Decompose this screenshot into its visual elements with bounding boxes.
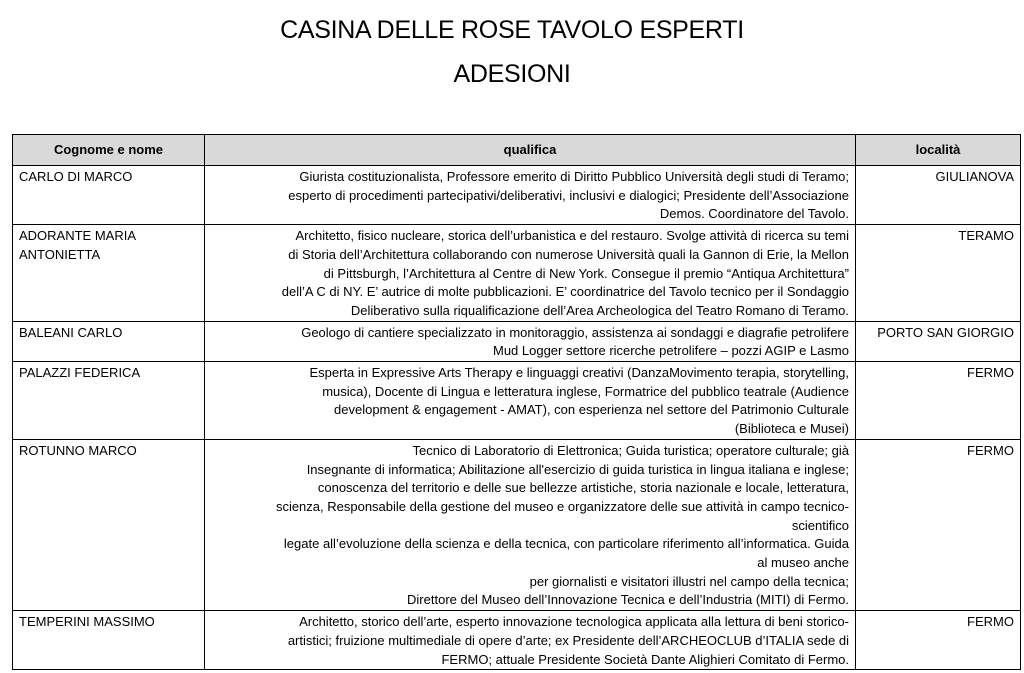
member-name: TEMPERINI MASSIMO [13,611,205,670]
member-location: FERMO [856,362,1021,440]
qualification-line: al museo anche [757,555,849,571]
document-title: CASINA DELLE ROSE TAVOLO ESPERTI [280,16,744,44]
qualification-line: scienza, Responsabile della gestione del museo e organizzatore delle sue attività in campo tecnico- [275,498,849,514]
member-name: BALEANI CARLO [13,321,205,361]
member-location: GIULIANOVA [856,166,1021,225]
qualification-line: musica), Docente di Lingua e letteratura inglese, Formatrice del pubblico teatrale (Audience [322,383,849,399]
member-qualification [205,439,856,610]
table-header-row [13,135,1021,166]
qualification-line: (Biblioteca e Musei) [734,421,849,437]
table-row [13,611,1021,670]
table-row [13,225,1021,322]
member-qualification [205,321,856,361]
qualification-line: Insegnante di informatica; Abilitazione all'esercizio di guida turistica in lingua italiana e inglese; [306,461,849,477]
member-location: FERMO [856,439,1021,610]
member-name: ROTUNNO MARCO [13,439,205,610]
qualification-line: esperto di procedimenti partecipativi/deliberativi, inclusivi e dialogici; Presidente dell’Associazione [288,187,849,203]
member-name: ADORANTE MARIA ANTONIETTA [13,225,205,322]
qualification-line: per giornalisti e visitatori illustri nel campo della tecnica; [529,573,849,589]
table-row [13,166,1021,225]
table-row [13,439,1021,610]
qualification-line: legate all’evoluzione della scienza e della tecnica, con particolare riferimento all’informatica. Guida [283,536,849,552]
table-row [13,321,1021,361]
qualification-line: di Pittsburgh, l’Architettura al Centre di New York. Consegue il premio “Antiqua Architettura” [323,265,849,281]
qualification-line: Demos. Coordinatore del Tavolo. [659,206,849,222]
member-qualification [205,362,856,440]
qualification-line: di Storia dell’Architettura collaborando con numerose Università quali la Gannon di Erie, la Mellon [288,246,849,262]
qualification-line: Deliberativo sulla riqualificazione dell’Area Archeologica del Teatro Romano di Teramo. [350,302,849,318]
members-table [12,134,1021,670]
qualification-line: FERMO; attuale Presidente Società Dante Alighieri Comitato di Fermo. [441,651,849,667]
qualification-line: Architetto, storico dell’arte, esperto innovazione tecnologica applicata alla lettura di beni storico- [299,614,849,630]
member-name: PALAZZI FEDERICA [13,362,205,440]
qualification-line: artistici; fruizione multimediale di opere d’arte; ex Presidente dell’ARCHEOCLUB d’ITALIA sede di [287,632,849,648]
member-location: FERMO [856,611,1021,670]
qualification-line: conoscenza del territorio e delle sue bellezze artistiche, storia nazionale e locale, letteratura, [317,480,849,496]
member-qualification [205,611,856,670]
qualification-line: Tecnico di Laboratorio di Elettronica; Guida turistica; operatore culturale; già [412,442,849,458]
qualification-line: Esperta in Expressive Arts Therapy e linguaggi creativi (DanzaMovimento terapia, storytelling, [309,365,849,381]
member-location: TERAMO [856,225,1021,322]
header-name: Cognome e nome [13,135,205,166]
member-qualification [205,166,856,225]
qualification-line: Geologo di cantiere specializzato in monitoraggio, assistenza ai sondaggi e diagrafie petrolifere [301,324,849,340]
qualification-line: Architetto, fisico nucleare, storica dell’urbanistica e del restauro. Svolge attività di ricerca su temi [295,228,849,244]
qualification-line: scientifico [791,517,849,533]
qualification-line: dell’A C di NY. E’ autrice di molte pubblicazioni. E’ coordinatrice del Tavolo tecnico per il Sondaggio [281,284,849,300]
qualification-line: Mud Logger settore ricerche petrolifere – pozzi AGIP e Lasmo [492,343,849,359]
member-qualification [205,225,856,322]
header-location: località [856,135,1021,166]
header-qualification: qualifica [205,135,856,166]
document-subtitle: ADESIONI [453,60,571,88]
qualification-line: Direttore del Museo dell’Innovazione Tecnica e dell’Industria (MITI) di Fermo. [407,592,849,608]
qualification-line: development & engagement - AMAT), con esperienza nel settore del Patrimonio Culturale [334,402,849,418]
member-location: PORTO SAN GIORGIO [856,321,1021,361]
qualification-line: Giurista costituzionalista, Professore emerito di Diritto Pubblico Università degli studi di Teramo; [299,169,849,184]
member-name: CARLO DI MARCO [13,166,205,225]
table-row [13,362,1021,440]
